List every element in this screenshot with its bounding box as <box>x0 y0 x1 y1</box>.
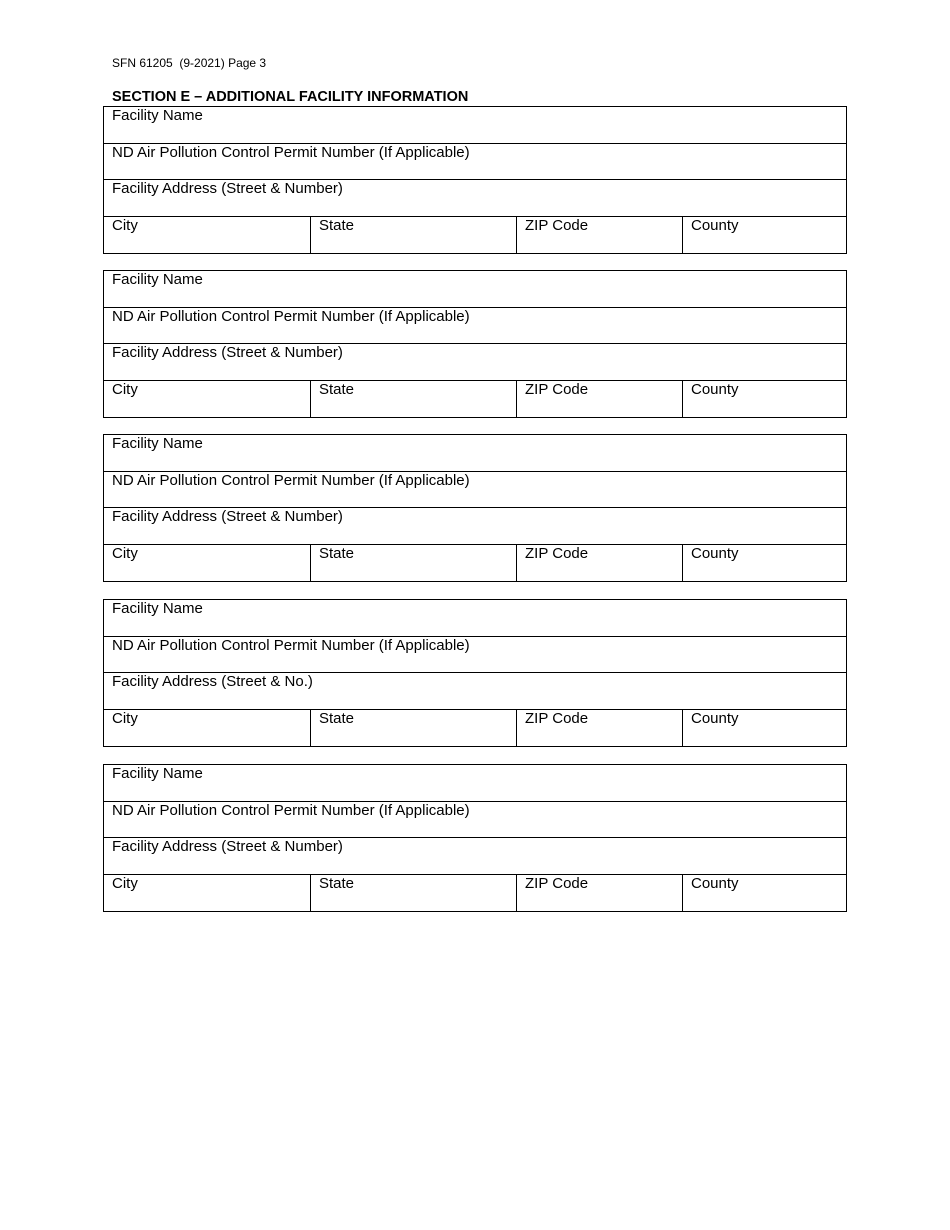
county-label: County <box>691 874 739 892</box>
city-label: City <box>112 709 138 727</box>
county-label: County <box>691 709 739 727</box>
zip-code-field[interactable] <box>517 875 683 911</box>
zip-code-field[interactable] <box>517 217 683 253</box>
county-field[interactable] <box>683 217 846 253</box>
facility-address-label: Facility Address (Street & Number) <box>112 344 343 361</box>
city-field[interactable] <box>104 381 311 417</box>
zip-code-label: ZIP Code <box>525 709 589 727</box>
facility-address-field[interactable] <box>104 180 846 217</box>
facility-name-field[interactable] <box>104 107 846 144</box>
state-field[interactable] <box>311 381 517 417</box>
city-field[interactable] <box>104 545 311 581</box>
zip-code-field[interactable] <box>517 710 683 746</box>
city-label: City <box>112 874 138 892</box>
permit-number-field[interactable] <box>104 144 846 181</box>
facility-name-field[interactable] <box>104 765 846 802</box>
zip-code-label: ZIP Code <box>525 380 589 398</box>
facility-address-field[interactable] <box>104 344 846 381</box>
state-field[interactable] <box>311 217 517 253</box>
zip-code-label: ZIP Code <box>525 544 589 562</box>
facility-name-label: Facility Name <box>112 107 203 124</box>
facility-address-label: Facility Address (Street & No.) <box>112 673 313 690</box>
facility-address-label: Facility Address (Street & Number) <box>112 508 343 525</box>
county-field[interactable] <box>683 710 846 746</box>
location-row <box>104 545 846 581</box>
facility-name-label: Facility Name <box>112 765 203 782</box>
permit-number-label: ND Air Pollution Control Permit Number (If Applicable) <box>112 801 470 819</box>
facility-address-field[interactable] <box>104 838 846 875</box>
location-row <box>104 217 846 253</box>
permit-number-field[interactable] <box>104 637 846 674</box>
zip-code-label: ZIP Code <box>525 216 589 234</box>
city-label: City <box>112 544 138 562</box>
permit-number-label: ND Air Pollution Control Permit Number (If Applicable) <box>112 143 470 161</box>
facility-name-field[interactable] <box>104 600 846 637</box>
county-field[interactable] <box>683 381 846 417</box>
state-label: State <box>319 709 355 727</box>
zip-code-field[interactable] <box>517 381 683 417</box>
county-label: County <box>691 380 739 398</box>
permit-number-field[interactable] <box>104 472 846 509</box>
county-field[interactable] <box>683 545 846 581</box>
facility-address-field[interactable] <box>104 673 846 710</box>
state-label: State <box>319 216 355 234</box>
facility-block-4 <box>103 599 847 747</box>
facility-address-field[interactable] <box>104 508 846 545</box>
location-row <box>104 381 846 417</box>
city-field[interactable] <box>104 875 311 911</box>
city-label: City <box>112 380 138 398</box>
city-field[interactable] <box>104 217 311 253</box>
location-row <box>104 875 846 911</box>
state-label: State <box>319 380 355 398</box>
facility-name-label: Facility Name <box>112 435 203 452</box>
facility-block-2 <box>103 270 847 418</box>
state-field[interactable] <box>311 875 517 911</box>
state-field[interactable] <box>311 545 517 581</box>
zip-code-field[interactable] <box>517 545 683 581</box>
facility-name-field[interactable] <box>104 435 846 472</box>
facility-name-label: Facility Name <box>112 271 203 288</box>
state-field[interactable] <box>311 710 517 746</box>
state-label: State <box>319 874 355 892</box>
permit-number-label: ND Air Pollution Control Permit Number (If Applicable) <box>112 307 470 325</box>
form-id-header: SFN 61205 (9-2021) Page 3 <box>112 56 267 70</box>
county-label: County <box>691 544 739 562</box>
permit-number-field[interactable] <box>104 308 846 345</box>
county-field[interactable] <box>683 875 846 911</box>
permit-number-field[interactable] <box>104 802 846 839</box>
permit-number-label: ND Air Pollution Control Permit Number (If Applicable) <box>112 471 470 489</box>
location-row <box>104 710 846 746</box>
zip-code-label: ZIP Code <box>525 874 589 892</box>
section-title: SECTION E – ADDITIONAL FACILITY INFORMATION <box>112 89 469 105</box>
facility-block-3 <box>103 434 847 582</box>
county-label: County <box>691 216 739 234</box>
permit-number-label: ND Air Pollution Control Permit Number (If Applicable) <box>112 636 470 654</box>
facility-name-field[interactable] <box>104 271 846 308</box>
city-field[interactable] <box>104 710 311 746</box>
facility-block-1 <box>103 106 847 254</box>
state-label: State <box>319 544 355 562</box>
facility-name-label: Facility Name <box>112 600 203 617</box>
facility-address-label: Facility Address (Street & Number) <box>112 180 343 197</box>
facility-address-label: Facility Address (Street & Number) <box>112 838 343 855</box>
facility-block-5 <box>103 764 847 912</box>
city-label: City <box>112 216 138 234</box>
